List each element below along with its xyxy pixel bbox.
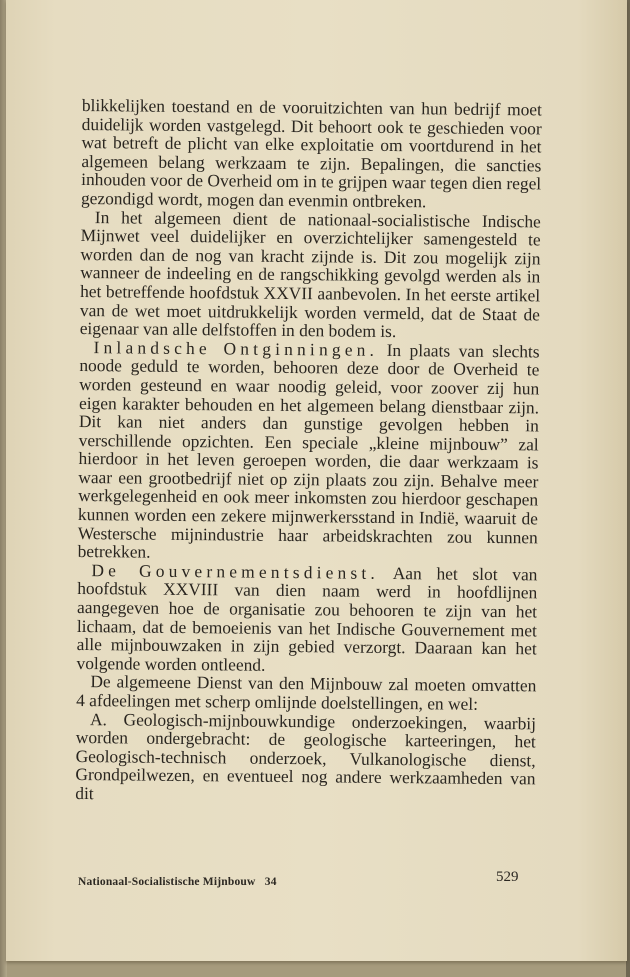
body-text [75,96,542,807]
paragraph-text: In het algemeen dient de nationaal-socialistische Indische Mijnwet veel duidelijker en overzichtelijker samengesteld te worden dan de nog van kracht zijnde is. Dit zou mogelijk zijn wanneer de indeeling en de rangschikking gevolgd werden als in het betreffende hoofdstuk XXVII aanbevolen. In het eerste artikel van de wet moet uitdrukkelijk worden vermeld, dat de Staat de eigenaar van alle delfstoffen in den bodem is. [79,206,541,342]
paragraph-gouvernementsdienst [76,561,537,677]
issue-number: 34 [264,876,277,888]
paragraph-afdeelingen [76,672,536,714]
paragraph-text: Aan het slot van hoofdstuk XXVIII van dien naam werd in hoofdlijnen aangegeven hoe de organisatie zou behooren te zijn van het lichaam, dat de bemoeienis van het Indische Gouvernement met alle mijnbouwzaken in zijn gebied verzorgt. Daaraan kan het volgende worden ontleend. [76,562,538,675]
paragraph-text: In plaats van slechts noode geduld te worden, behooren deze door de Overheid te worden gesteund en waar noodig geleid, voor zoover zij hun eigen karakter behouden en het algemeen belang dienstbaar zijn. Dit kan niet anders dan gunstige gevolgen hebben in verschillende opzichten. Een speciale „kleine mijnbouw” zal hierdoor in het leven geroepen worden, die daar werkzaam is waar een grootbedrijf niet op zijn plaats zou zijn. Behalve meer werkgelegenheid en ook meer inkomsten zou hierdoor geschapen kunnen worden een zekere mijnwerkersstand in Indië, waaruit de Westersche mijnindustrie haar arbeidskrachten zou kunnen betrekken. [77,339,540,562]
paragraph-inlandsche-ontginningen [78,338,540,566]
running-title: Nationaal-Socialistische Mijnbouw [78,876,256,888]
section-heading: De Gouvernementsdienst. [91,559,380,583]
running-footer [78,876,277,888]
paragraph-mijnwet [80,208,541,343]
paragraph-continued [81,96,542,212]
book-page [6,0,627,961]
section-heading: Inlandsche Ontginningen. [93,336,379,360]
paragraph-text: De algemeene Dienst van den Mijnbouw zal moeten omvatten 4 afdeelingen met scherp omlijnde doelstellingen, en wel: [76,671,537,714]
paragraph-list-item-a [75,710,536,807]
paragraph-text: blikkelijken toestand en de vooruitzichten van hun bedrijf moet duidelijk worden vastgelegd. Dit behoort ook te geschieden voor wat betreft de plicht van elke exploitatie om voortdurend in het algemeen belang werkzaam te zijn. Bepalingen, die sancties inhouden voor de Overheid om in te grijpen waar tegen dien regel gezondigd wordt, mogen dan evenmin ontbreken. [80,95,542,212]
page-number: 529 [496,869,519,885]
paragraph-text: A. Geologisch-mijnbouwkundige onderzoekingen, waarbij worden ondergebracht: de geologische karteeringen, het Geologisch-technisch onderzoek, Vulkanologische dienst, Grondpeilwezen, en eventueel nog andere werkzaamheden van dit [75,708,537,804]
